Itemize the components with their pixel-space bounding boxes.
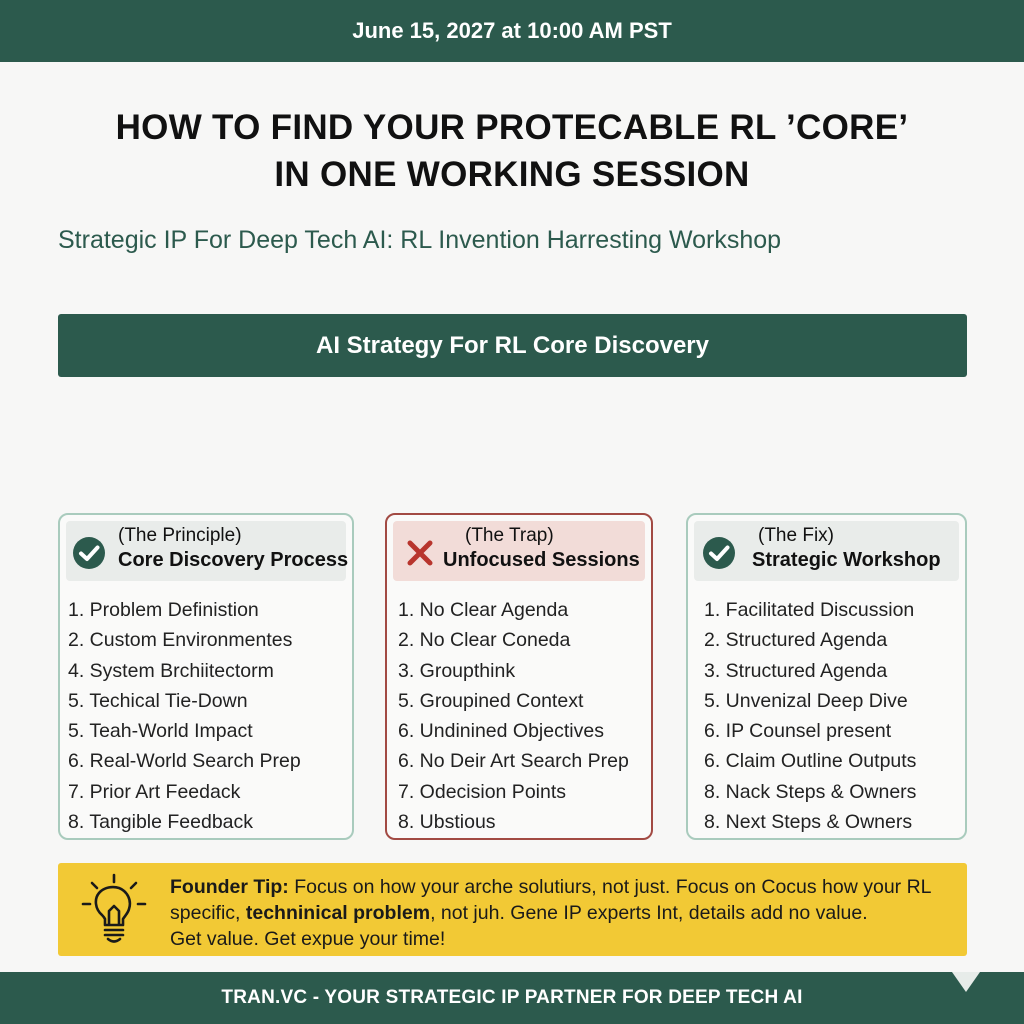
list-item: 1. Problem Definistion (68, 599, 259, 621)
list-item: 8. Next Steps & Owners (704, 811, 913, 834)
list-item: 6. No Deir Art Search Prep (398, 750, 629, 773)
card-kicker: (The Trap) (465, 525, 554, 546)
founder-tip-line-2-b: , not juh. Gene IP experts Int, details add no value. (430, 902, 868, 924)
founder-tip-line-2-a: specific, (170, 902, 246, 924)
card-kicker: (The Fix) (758, 525, 834, 546)
list-item: 7. Odecision Points (398, 780, 567, 803)
list-item: 5. Unvenizal Deep Dive (704, 689, 908, 712)
founder-tip-line-3: Get value. Get expue your time! (170, 928, 446, 950)
founder-tip-label: Founder Tip: (170, 876, 289, 898)
card-list (68, 595, 346, 837)
event-date-bar (0, 0, 1024, 62)
list-item: 4. System Brchiitectorm (68, 659, 274, 682)
list-item: 5. Techical Tie-Down (68, 689, 248, 712)
card-list (398, 595, 645, 837)
founder-tip-line-1 (170, 874, 960, 900)
event-date: June 15, 2027 at 10:00 AM PST (352, 18, 672, 43)
card-principle (58, 513, 354, 840)
page-title-line-1: HOW TO FIND YOUR PROTECABLE RL ’CORE’ (115, 108, 909, 147)
card-fix (686, 513, 967, 840)
founder-tip-line-1-text: Focus on how your arche solutiurs, not just. Focus on Cocus how your RL (294, 876, 932, 898)
footer-text: TRAN.VC - YOUR STRATEGIC IP PARTNER FOR DEEP TECH AI (221, 987, 803, 1008)
list-item: 8. Ubstious (398, 811, 496, 834)
list-item: 6. Claim Outline Outputs (704, 750, 917, 773)
list-item: 3. Structured Agenda (704, 659, 888, 682)
list-item: 3. Groupthink (398, 659, 516, 682)
page-title-line-2: IN ONE WORKING SESSION (274, 155, 750, 194)
list-item: 5. Groupined Context (398, 689, 584, 712)
list-item: 6. Undinined Objectives (398, 720, 604, 743)
card-header (66, 521, 349, 581)
card-title: Unfocused Sessions (443, 549, 640, 571)
card-header (694, 521, 959, 581)
card-title: Strategic Workshop (752, 549, 941, 571)
list-item: 2. No Clear Coneda (398, 629, 571, 652)
lightbulb-icon (80, 873, 148, 947)
card-title: Core Discovery Process (118, 549, 349, 571)
list-item: 2. Structured Agenda (704, 629, 888, 652)
card-kicker: (The Principle) (118, 525, 242, 546)
founder-tip-text (170, 874, 960, 952)
check-circle-icon (72, 536, 106, 570)
founder-tip-box (58, 863, 967, 956)
list-item: 6. Real-World Search Prep (68, 750, 301, 773)
founder-tip-line-2 (170, 900, 960, 926)
list-item: 8. Tangible Feedback (68, 811, 254, 834)
founder-tip-emphasis: techninical problem (245, 902, 431, 924)
page-title (0, 104, 1024, 198)
card-header (393, 521, 645, 581)
list-item: 8. Nack Steps & Owners (704, 780, 917, 803)
card-trap (385, 513, 653, 840)
section-banner-label: AI Strategy For RL Core Discovery (315, 331, 709, 359)
page-subtitle: Strategic IP For Deep Tech AI: RL Invention Harresting Workshop (58, 226, 782, 254)
list-item: 1. No Clear Agenda (398, 599, 569, 621)
list-item: 7. Prior Art Feedack (68, 780, 241, 803)
list-item: 6. IP Counsel present (704, 720, 892, 743)
card-list (704, 595, 959, 837)
corner-triangle-icon (952, 972, 980, 992)
list-item: 5. Teah-World Impact (68, 720, 253, 743)
section-banner (58, 314, 967, 377)
list-item: 1. Facilitated Discussion (704, 599, 915, 621)
check-circle-icon (702, 536, 736, 570)
x-mark-icon (403, 536, 437, 570)
list-item: 2. Custom Environmentes (68, 629, 293, 652)
footer-bar (0, 972, 1024, 1024)
